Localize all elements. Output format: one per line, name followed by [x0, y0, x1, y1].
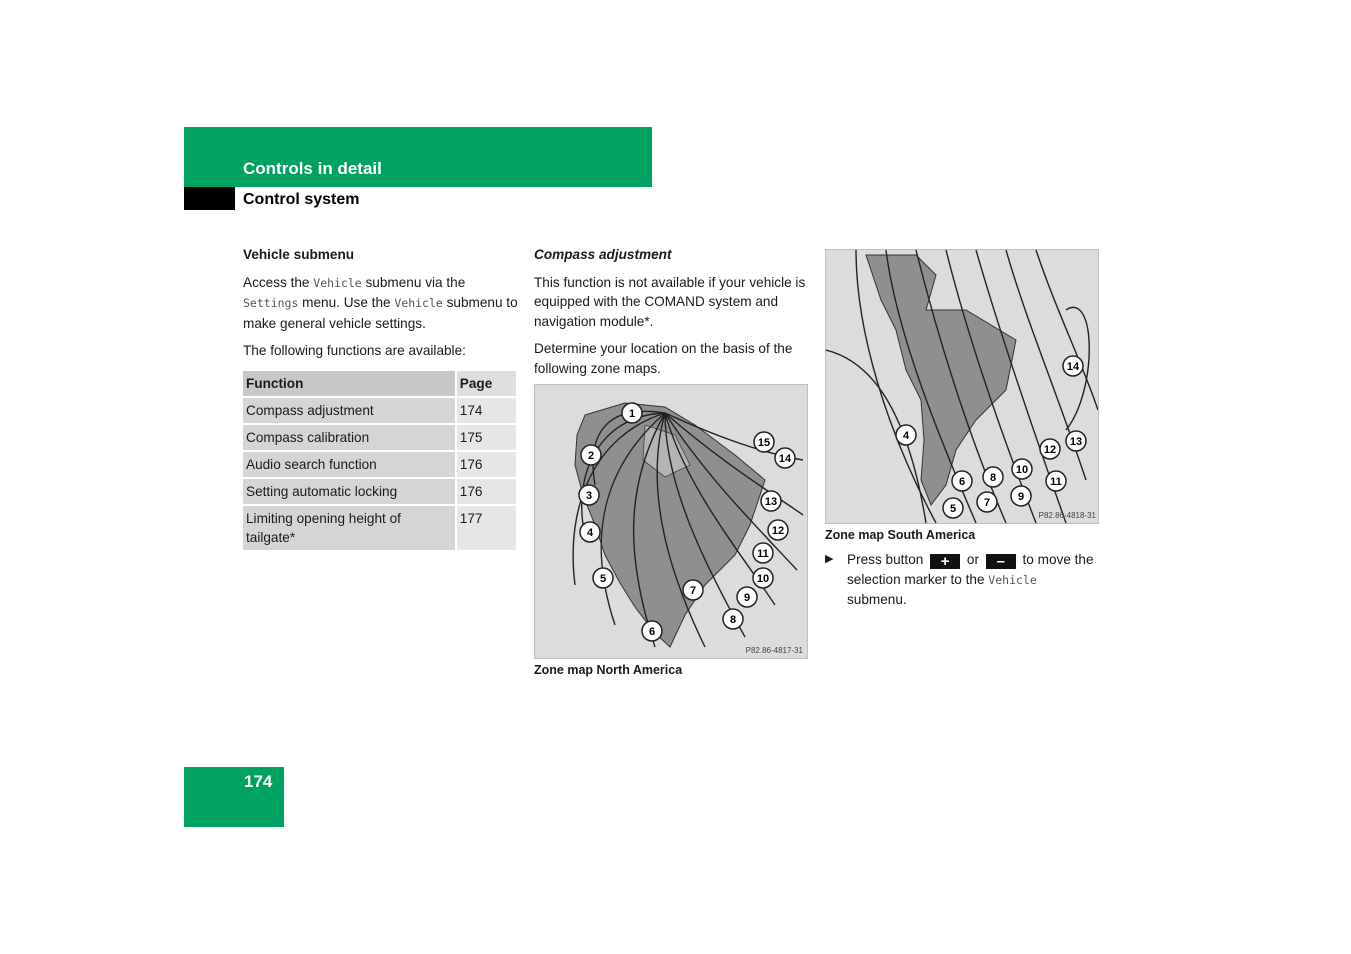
step-text-2: to move the selection marker to the: [847, 552, 1094, 587]
functions-table: [243, 369, 516, 553]
table-cell-function: Setting automatic locking: [243, 479, 457, 504]
map-code: P82.86-4817-31: [745, 646, 803, 655]
intro-paragraph: [243, 273, 518, 334]
zone-marker: [896, 425, 916, 445]
svg-text:2: 2: [587, 450, 595, 462]
table-row: [243, 506, 516, 550]
zone-marker: [593, 568, 613, 588]
svg-text:12: 12: [1043, 444, 1057, 456]
zone-marker: [580, 522, 600, 542]
svg-text:1: 1: [628, 408, 636, 420]
svg-text:13: 13: [1069, 436, 1083, 448]
subsection-title: Control system: [243, 191, 360, 208]
zone-marker: [1063, 356, 1083, 376]
step-text-or: or: [963, 552, 983, 567]
zone-marker: [761, 491, 781, 511]
code-vehicle-2: Vehicle: [394, 296, 443, 310]
code-settings: Settings: [243, 296, 299, 310]
svg-text:6: 6: [648, 626, 656, 638]
instruction-step: [825, 550, 1100, 610]
zone-marker: [753, 568, 773, 588]
svg-text:8: 8: [729, 614, 737, 626]
zone-marker: [1066, 431, 1086, 451]
zone-marker: [1040, 439, 1060, 459]
svg-text:5: 5: [949, 503, 957, 515]
step-text-3: submenu.: [847, 592, 907, 607]
zone-marker: [775, 448, 795, 468]
intro-text-2: submenu via the: [361, 274, 466, 290]
south-america-caption: Zone map South America: [825, 528, 976, 542]
north-america-map-graphic: [535, 385, 807, 658]
south-america-map-graphic: [826, 250, 1098, 523]
table-cell-page: 176: [457, 452, 516, 477]
north-america-zone-map: [534, 384, 808, 659]
svg-text:9: 9: [1017, 491, 1025, 503]
step-text-1: Press button: [847, 552, 928, 567]
zone-marker: [754, 432, 774, 452]
table-header-function: Function: [243, 371, 457, 397]
zone-maps-intro: Determine your location on the basis of the following zone maps.: [534, 341, 793, 376]
svg-text:15: 15: [757, 437, 771, 449]
vehicle-submenu-heading: Vehicle submenu: [243, 247, 355, 262]
svg-text:11: 11: [757, 548, 769, 560]
zone-marker: [952, 471, 972, 491]
compass-adjustment-heading: Compass adjustment: [534, 247, 672, 262]
table-header-page: Page: [457, 371, 516, 397]
svg-text:4: 4: [586, 527, 594, 539]
intro-text-3: menu. Use the: [298, 295, 395, 310]
table-row: [243, 425, 516, 450]
functions-intro: The following functions are available:: [243, 343, 466, 358]
svg-text:14: 14: [1066, 361, 1080, 373]
intro-text-1: Access the: [243, 274, 314, 290]
plus-button-icon: +: [930, 554, 960, 569]
svg-text:8: 8: [989, 472, 997, 484]
svg-text:13: 13: [764, 496, 778, 508]
zone-marker: [642, 621, 662, 641]
table-row: [243, 398, 516, 423]
south-america-zone-map: [825, 249, 1099, 524]
instruction-text: [847, 550, 1100, 610]
section-title: Controls in detail: [243, 159, 382, 178]
svg-text:9: 9: [743, 592, 751, 604]
svg-text:10: 10: [1015, 464, 1029, 476]
table-cell-function: Compass adjustment: [243, 398, 457, 423]
svg-text:10: 10: [756, 573, 770, 585]
north-america-caption: Zone map North America: [534, 663, 683, 677]
table-cell-function: Compass calibration: [243, 425, 457, 450]
zone-marker: [579, 485, 599, 505]
zone-marker: [723, 609, 743, 629]
zone-marker: [581, 445, 601, 465]
svg-text:12: 12: [771, 525, 785, 537]
table-cell-page: 174: [457, 398, 516, 423]
table-cell-page: 175: [457, 425, 516, 450]
zone-marker: [768, 520, 788, 540]
zone-marker: [1011, 486, 1031, 506]
zone-marker: [683, 580, 703, 600]
svg-text:5: 5: [599, 573, 607, 585]
table-cell-page: 176: [457, 479, 516, 504]
zone-marker: [622, 403, 642, 423]
zone-marker: [943, 498, 963, 518]
svg-text:3: 3: [585, 490, 593, 502]
page-number: 174: [244, 772, 273, 791]
zone-marker: [737, 587, 757, 607]
svg-text:6: 6: [958, 476, 966, 488]
left-column: [243, 245, 518, 552]
table-cell-page: 177: [457, 506, 516, 550]
bullet-arrow-icon: ▶: [825, 553, 834, 565]
table-cell-function: Audio search function: [243, 452, 457, 477]
code-vehicle: Vehicle: [313, 275, 362, 290]
intro-text-4: submenu to make general vehicle settings.: [243, 295, 518, 331]
zone-marker: [1012, 459, 1032, 479]
svg-text:4: 4: [902, 430, 910, 442]
zone-marker: [977, 492, 997, 512]
zone-marker: [1046, 471, 1066, 491]
subsection-marker: [184, 187, 235, 210]
table-cell-function: Limiting opening height of tailgate*: [243, 506, 457, 550]
zone-marker: [753, 543, 773, 563]
middle-column: [534, 245, 809, 386]
code-vehicle-3: Vehicle: [988, 572, 1037, 587]
table-header-row: [243, 371, 516, 397]
minus-button-icon: –: [986, 554, 1016, 569]
svg-text:14: 14: [778, 453, 792, 465]
map-code: P82.86-4818-31: [1038, 511, 1096, 520]
svg-text:11: 11: [1050, 476, 1062, 488]
zone-marker: [983, 467, 1003, 487]
availability-note: This function is not available if your vehicle is equipped with the COMAND system and navigation module*.: [534, 274, 806, 329]
svg-text:7: 7: [689, 585, 697, 597]
table-row: [243, 479, 516, 504]
svg-text:7: 7: [983, 497, 991, 509]
table-row: [243, 452, 516, 477]
